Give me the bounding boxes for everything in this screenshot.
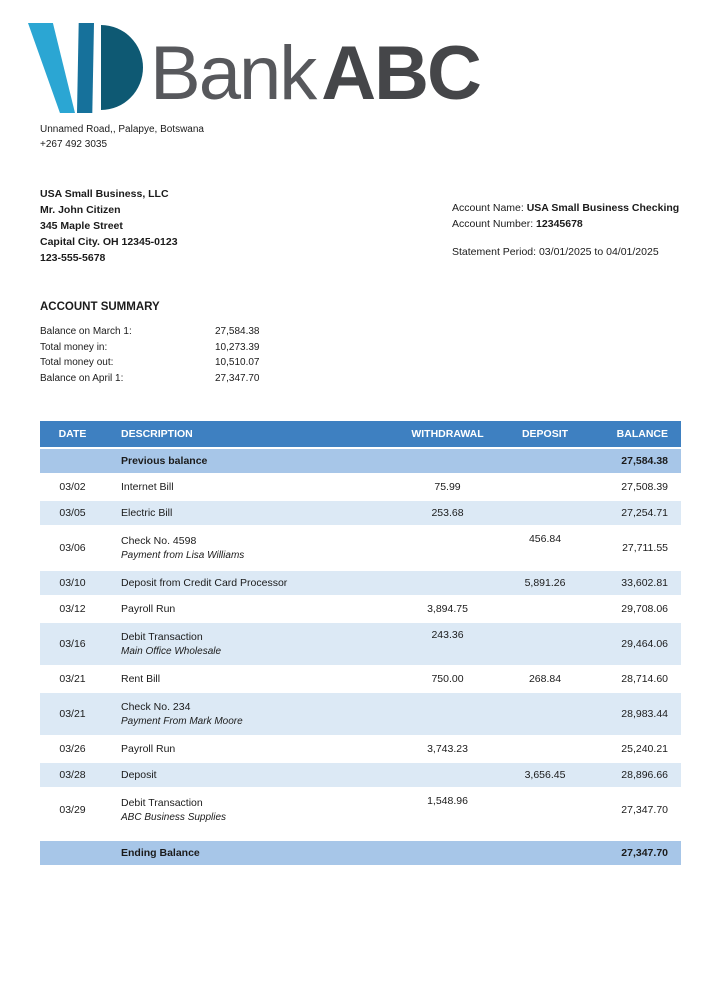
deposit-cell (500, 789, 590, 831)
date-cell: 03/16 (40, 623, 105, 665)
deposit-cell (500, 501, 590, 525)
customer-street: 345 Maple Street (40, 220, 123, 232)
summary-label: Balance on April 1: (40, 372, 124, 384)
customer-phone: 123-555-5678 (40, 252, 106, 264)
description-line2: ABC Business Supplies (121, 812, 227, 823)
account-number-label: Account Number: (452, 218, 537, 230)
transaction-row (40, 623, 681, 665)
table-header-row (40, 421, 681, 447)
balance-cell: 29,708.06 (621, 603, 668, 615)
deposit-cell: 456.84 (528, 533, 562, 545)
description-cell (105, 527, 395, 569)
summary-value: 27,347.70 (215, 372, 260, 384)
balance-cell: 28,896.66 (590, 763, 681, 787)
account-name-value: USA Small Business Checking (526, 202, 680, 214)
description-cell (105, 501, 395, 525)
description-line1: Rent Bill (121, 673, 161, 685)
header-deposit: DEPOSIT (500, 421, 590, 447)
transaction-row (40, 527, 681, 569)
balance-cell: 25,240.21 (621, 743, 668, 755)
summary-label: Total money out: (40, 357, 114, 368)
account-name-row (452, 200, 679, 216)
date-cell: 03/21 (59, 673, 86, 685)
logo-bar-icon (77, 23, 94, 113)
withdrawal-cell: 3,894.75 (427, 603, 468, 615)
transaction-row (40, 763, 681, 787)
account-summary-list (40, 324, 260, 386)
logo-word-abc: ABC (321, 31, 480, 116)
logo-wordmark (150, 31, 480, 116)
withdrawal-cell: 1,548.96 (427, 795, 468, 807)
deposit-cell (500, 623, 590, 665)
transaction-row (40, 475, 681, 499)
withdrawal-cell: 3,743.23 (427, 743, 468, 755)
deposit-cell (500, 597, 590, 621)
description-cell (105, 737, 395, 761)
balance-cell: 29,464.06 (590, 623, 681, 665)
spacer-cell (40, 833, 681, 839)
balance-cell: 33,602.81 (590, 571, 681, 595)
transaction-row (40, 571, 681, 595)
deposit-cell (500, 841, 590, 865)
date-cell: 03/28 (40, 763, 105, 787)
withdrawal-cell: 750.00 (431, 673, 464, 685)
date-cell: 03/02 (59, 481, 86, 493)
balance-cell: 27,711.55 (622, 542, 668, 554)
previous-balance-row (40, 449, 681, 473)
withdrawal-cell: 243.36 (395, 623, 500, 665)
logo-slash-icon (28, 23, 75, 113)
logo-halfdisc-icon (101, 25, 143, 110)
account-summary-title: ACCOUNT SUMMARY (40, 301, 160, 313)
balance-cell: 28,714.60 (621, 673, 668, 685)
balance-cell: 27,347.70 (621, 804, 668, 816)
ending-balance-label: Ending Balance (105, 841, 395, 865)
description-cell (105, 763, 395, 787)
deposit-cell: 5,891.26 (500, 571, 590, 595)
description-line1: Payroll Run (121, 603, 176, 615)
balance-cell: 28,983.44 (590, 693, 681, 735)
header-withdrawal: WITHDRAWAL (395, 421, 500, 447)
transaction-row (40, 693, 681, 735)
withdrawal-cell (395, 763, 500, 787)
date-cell (40, 449, 105, 473)
deposit-cell (500, 737, 590, 761)
deposit-cell (500, 693, 590, 735)
date-cell (40, 841, 105, 865)
deposit-cell: 268.84 (528, 673, 562, 685)
bank-phone: +267 492 3035 (40, 139, 108, 150)
withdrawal-cell (395, 449, 500, 473)
customer-name: Mr. John Citizen (40, 204, 121, 216)
header-description: DESCRIPTION (105, 421, 395, 447)
table-spacer-row (40, 833, 681, 839)
withdrawal-cell: 75.99 (434, 481, 461, 493)
description-line2: Main Office Wholesale (121, 646, 222, 657)
description-line1: Check No. 4598 (121, 535, 197, 547)
account-info-block (452, 200, 679, 260)
deposit-cell (500, 449, 590, 473)
transaction-row (40, 737, 681, 761)
description-cell (105, 789, 395, 831)
summary-label: Balance on March 1: (40, 326, 132, 337)
description-cell (105, 597, 395, 621)
description-line1: Debit Transaction (121, 797, 203, 809)
bank-address-block (40, 122, 204, 152)
transaction-row (40, 597, 681, 621)
ending-balance-row (40, 841, 681, 865)
description-cell (105, 693, 395, 735)
summary-value: 10,510.07 (215, 357, 260, 368)
withdrawal-cell: 253.68 (395, 501, 500, 525)
description-line2: Payment from Lisa Williams (121, 550, 245, 561)
description-line1: Electric Bill (121, 507, 173, 519)
date-cell: 03/12 (59, 603, 86, 615)
transactions-table (40, 419, 681, 867)
description-line1: Payroll Run (121, 743, 176, 755)
transaction-row (40, 789, 681, 831)
account-number-value: 12345678 (536, 218, 583, 230)
summary-label: Total money in: (40, 341, 108, 353)
previous-balance-label: Previous balance (105, 449, 395, 473)
description-line1: Deposit (121, 769, 157, 781)
description-line1: Check No. 234 (121, 701, 191, 713)
summary-value: 10,273.39 (215, 341, 260, 353)
customer-city: Capital City. OH 12345-0123 (40, 236, 178, 248)
description-cell (105, 623, 395, 665)
statement-period-value: 03/01/2025 to 04/01/2025 (538, 246, 659, 258)
date-cell: 03/10 (40, 571, 105, 595)
customer-address-block (40, 186, 178, 266)
date-cell: 03/05 (40, 501, 105, 525)
balance-cell: 27,254.71 (590, 501, 681, 525)
deposit-cell (500, 475, 590, 499)
date-cell: 03/26 (59, 743, 86, 755)
description-line1: Internet Bill (121, 481, 174, 493)
description-cell (105, 667, 395, 691)
logo-word-bank: Bank (150, 31, 316, 116)
withdrawal-cell (395, 571, 500, 595)
withdrawal-cell (395, 693, 500, 735)
transaction-row (40, 501, 681, 525)
summary-value: 27,584.38 (215, 326, 260, 337)
description-line1: Deposit from Credit Card Processor (121, 577, 288, 589)
description-line2: Payment From Mark Moore (121, 716, 243, 727)
header-balance: BALANCE (590, 421, 681, 447)
account-number-row (452, 216, 679, 232)
ending-balance-value: 27,347.70 (590, 841, 681, 865)
date-cell: 03/06 (59, 542, 86, 554)
date-cell: 03/21 (40, 693, 105, 735)
description-line1: Debit Transaction (121, 631, 203, 643)
date-cell: 03/29 (59, 804, 86, 816)
deposit-cell: 3,656.45 (500, 763, 590, 787)
withdrawal-cell (395, 841, 500, 865)
withdrawal-cell (395, 527, 500, 569)
statement-period-label: Statement Period: (452, 246, 539, 258)
header-date: DATE (40, 421, 105, 447)
previous-balance-value: 27,584.38 (590, 449, 681, 473)
balance-cell: 27,508.39 (621, 481, 668, 493)
description-cell (105, 475, 395, 499)
bank-address-line: Unnamed Road,, Palapye, Botswana (40, 124, 204, 135)
description-cell (105, 571, 395, 595)
statement-period-row (452, 244, 679, 260)
transaction-row (40, 667, 681, 691)
account-name-label: Account Name: (452, 202, 527, 214)
customer-company: USA Small Business, LLC (40, 188, 169, 200)
